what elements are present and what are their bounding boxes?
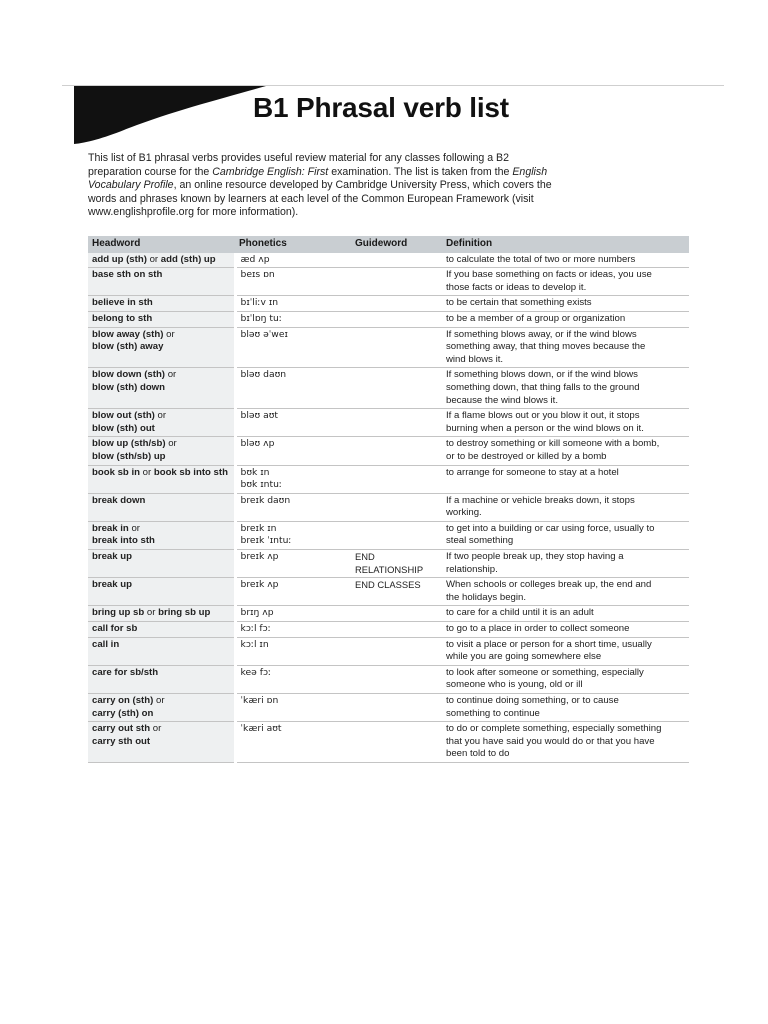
table-row: [88, 465, 689, 493]
guideword-cell: [351, 368, 442, 409]
phonetics-cell: [235, 665, 351, 693]
definition-text: to destroy something or kill someone with a bomb,: [446, 438, 660, 450]
table-row: [88, 694, 689, 722]
table-row: [88, 296, 689, 312]
page-title: B1 Phrasal verb list: [253, 92, 509, 123]
definition-cell: [442, 550, 689, 578]
phonetics-text: breɪk ɪn: [240, 522, 277, 534]
headword-line: [92, 551, 231, 564]
headword-text: call in: [92, 638, 120, 650]
definition-cell: [442, 311, 689, 327]
headword-text: add (sth) up: [160, 253, 216, 265]
definition-text: steal something: [446, 535, 514, 547]
headword-text: blow down (sth): [92, 369, 166, 381]
phonetics-cell: [235, 465, 351, 493]
headword-line: [92, 708, 231, 721]
headword-text: blow up (sth/sb): [92, 438, 166, 450]
definition-text: If two people break up, they stop having a: [446, 551, 624, 563]
table-row: [88, 268, 689, 296]
definition-text: If something blows away, or if the wind blows: [446, 328, 637, 340]
headword-cell: [88, 665, 235, 693]
definition-text: to be certain that something exists: [446, 297, 592, 309]
guideword-cell: [351, 722, 442, 763]
guideword-cell: [351, 521, 442, 549]
headword-text: break up: [92, 551, 132, 563]
headword-cell: [88, 409, 235, 437]
headword-text: blow (sth) out: [92, 422, 155, 434]
headword-text: bring sb up: [158, 607, 211, 619]
phonetics-text: bɪˈliːv ɪn: [240, 297, 279, 309]
phonetics-text: bʊk ɪntuː: [240, 479, 283, 491]
definition-text: to go to a place in order to collect someone: [446, 623, 630, 635]
headword-text: break down: [92, 494, 146, 506]
definition-cell: [442, 493, 689, 521]
guideword-cell: [351, 296, 442, 312]
phonetics-cell: [235, 622, 351, 638]
table-row: [88, 521, 689, 549]
phonetics-cell: [235, 311, 351, 327]
headword-text: book sb in: [92, 466, 140, 478]
headword-text: blow out (sth): [92, 410, 155, 422]
headword-line: [92, 451, 231, 464]
definition-cell: [442, 465, 689, 493]
definition-cell: [442, 722, 689, 763]
guideword-cell: [351, 637, 442, 665]
guideword-cell: [351, 622, 442, 638]
phonetics-text: bʊk ɪn: [240, 466, 270, 478]
guideword-cell: [351, 550, 442, 578]
phonetics-cell: [235, 268, 351, 296]
header-swoosh-graphic: [74, 86, 274, 144]
phonetics-cell: [235, 521, 351, 549]
guideword-cell: [351, 327, 442, 368]
definition-text: working.: [446, 507, 482, 519]
phonetics-text: ˈkæri ɒn: [240, 695, 279, 706]
header-phonetics: Phonetics: [235, 236, 351, 253]
header-guideword: Guideword: [351, 236, 442, 253]
phonetics-text: breɪk ʌp: [240, 579, 279, 591]
phonetics-text: bləʊ daʊn: [240, 369, 287, 381]
headword-line: [92, 313, 231, 326]
definition-text: something to continue: [446, 707, 540, 719]
headword-text: blow (sth) away: [92, 341, 164, 353]
phonetics-cell: [235, 578, 351, 606]
phonetics-text: kɔːl fɔː: [240, 623, 271, 635]
definition-cell: [442, 327, 689, 368]
definition-text: relationship.: [446, 563, 498, 575]
headword-line: [92, 523, 231, 536]
phonetics-text: bləʊ əˈweɪ: [240, 328, 288, 340]
headword-cell: [88, 521, 235, 549]
table-row: [88, 637, 689, 665]
definition-text: been told to do: [446, 748, 510, 760]
definition-text: because the wind blows it.: [446, 394, 558, 406]
guideword-cell: [351, 253, 442, 268]
headword-line: [92, 341, 231, 354]
definition-text: that you have said you would do or that you have: [446, 735, 655, 747]
table-row: [88, 578, 689, 606]
headword-text: blow away (sth): [92, 328, 164, 340]
headword-cell: [88, 253, 235, 268]
headword-text: break in: [92, 522, 129, 534]
table-row: [88, 665, 689, 693]
table-row: [88, 493, 689, 521]
table-body: [88, 253, 689, 763]
definition-text: to care for a child until it is an adult: [446, 607, 594, 619]
headword-cell: [88, 622, 235, 638]
headword-text: break up: [92, 579, 132, 591]
table-row: [88, 311, 689, 327]
definition-text: to continue doing something, or to cause: [446, 695, 619, 706]
definition-text: someone who is young, old or ill: [446, 679, 583, 691]
definition-cell: [442, 368, 689, 409]
headword-or: or: [146, 607, 156, 619]
headword-or: or: [131, 522, 140, 534]
headword-line: [92, 695, 231, 708]
guideword-cell: [351, 268, 442, 296]
headword-text: blow (sth) down: [92, 381, 166, 393]
headword-text: call for sb: [92, 623, 138, 635]
headword-text: care for sb/sth: [92, 666, 159, 678]
table-row: [88, 606, 689, 622]
headword-or: or: [157, 410, 167, 422]
definition-cell: [442, 437, 689, 465]
guideword-cell: [351, 694, 442, 722]
definition-text: wind blows it.: [446, 353, 504, 365]
headword-line: [92, 297, 231, 310]
phonetics-text: ˈkæri aʊt: [240, 723, 282, 735]
intro-paragraph: [88, 152, 558, 220]
headword-line: [92, 495, 231, 508]
phonetics-text: æd ʌp: [240, 253, 270, 265]
table-row: [88, 253, 689, 268]
headword-line: [92, 410, 231, 423]
table-row: [88, 437, 689, 465]
headword-cell: [88, 637, 235, 665]
definition-text: to look after someone or something, especially: [446, 666, 644, 678]
phonetics-text: brɪŋ ʌp: [240, 607, 274, 619]
intro-text-1: This list of B1 phrasal verbs provides useful review material for any classes following a B2 preparation course for the: [88, 152, 509, 178]
headword-line: [92, 329, 231, 342]
headword-text: carry on (sth): [92, 695, 154, 706]
definition-text: burning when a person or the wind blows on it.: [446, 422, 644, 434]
headword-text: carry sth out: [92, 735, 151, 747]
headword-cell: [88, 311, 235, 327]
phonetics-cell: [235, 550, 351, 578]
guideword-text: RELATIONSHIP: [355, 563, 424, 575]
phonetics-cell: [235, 722, 351, 763]
headword-cell: [88, 327, 235, 368]
phonetics-text: keə fɔː: [240, 666, 272, 678]
headword-cell: [88, 550, 235, 578]
definition-cell: [442, 409, 689, 437]
guideword-cell: [351, 437, 442, 465]
phonetics-cell: [235, 368, 351, 409]
phonetics-text: beɪs ɒn: [240, 269, 275, 281]
definition-cell: [442, 622, 689, 638]
headword-cell: [88, 437, 235, 465]
phonetics-cell: [235, 694, 351, 722]
header-definition: Definition: [442, 236, 689, 253]
phonetics-text: kɔːl ɪn: [240, 638, 269, 650]
headword-or: or: [167, 369, 177, 381]
definition-text: while you are going somewhere else: [446, 651, 602, 663]
headword-cell: [88, 368, 235, 409]
table-row: [88, 722, 689, 763]
guideword-text: END: [355, 551, 375, 563]
definition-text: something down, that thing falls to the ground: [446, 381, 640, 393]
headword-cell: [88, 493, 235, 521]
phonetics-text: bləʊ aʊt: [240, 410, 279, 422]
definition-cell: [442, 296, 689, 312]
phonetics-text: bləʊ ʌp: [240, 438, 275, 450]
phonetics-text: bɪˈlɒŋ tuː: [240, 312, 282, 324]
definition-text: If a flame blows out or you blow it out, it stops: [446, 410, 640, 422]
headword-line: [92, 623, 231, 636]
headword-cell: [88, 465, 235, 493]
definition-cell: [442, 268, 689, 296]
guideword-cell: [351, 465, 442, 493]
headword-text: carry (sth) on: [92, 707, 154, 719]
phonetics-text: breɪk ˈɪntuː: [240, 535, 292, 547]
definition-text: or to be destroyed or killed by a bomb: [446, 450, 607, 462]
headword-line: [92, 269, 231, 282]
definition-text: something away, that thing moves because the: [446, 341, 646, 353]
definition-text: to calculate the total of two or more numbers: [446, 253, 636, 265]
guideword-cell: [351, 606, 442, 622]
guideword-cell: [351, 311, 442, 327]
headword-line: [92, 736, 231, 749]
table-row: [88, 327, 689, 368]
headword-cell: [88, 268, 235, 296]
definition-text: When schools or colleges break up, the end and: [446, 579, 652, 591]
headword-line: [92, 579, 231, 592]
headword-line: [92, 438, 231, 451]
headword-text: bring up sb: [92, 607, 145, 619]
headword-line: [92, 667, 231, 680]
table-row: [88, 622, 689, 638]
headword-line: [92, 723, 231, 736]
definition-text: the holidays begin.: [446, 591, 527, 603]
headword-line: [92, 369, 231, 382]
definition-text: If something blows down, or if the wind blows: [446, 369, 638, 381]
definition-text: to be a member of a group or organization: [446, 312, 626, 324]
table-row: [88, 409, 689, 437]
definition-text: to visit a place or person for a short time, usually: [446, 638, 652, 650]
definition-cell: [442, 253, 689, 268]
phonetics-cell: [235, 296, 351, 312]
phonetics-cell: [235, 327, 351, 368]
header-headword: Headword: [88, 236, 235, 253]
headword-text: belong to sth: [92, 312, 153, 324]
headword-text: break into sth: [92, 535, 155, 547]
guideword-cell: [351, 578, 442, 606]
headword-or: or: [155, 695, 165, 706]
headword-cell: [88, 606, 235, 622]
definition-text: If you base something on facts or ideas, you use: [446, 269, 652, 281]
guideword-cell: [351, 409, 442, 437]
phonetics-cell: [235, 409, 351, 437]
definition-text: those facts or ideas to develop it.: [446, 281, 587, 293]
definition-cell: [442, 694, 689, 722]
headword-line: [92, 423, 231, 436]
headword-or: or: [168, 438, 177, 450]
definition-text: If a machine or vehicle breaks down, it stops: [446, 494, 635, 506]
intro-text-3: , an online resource developed by Cambridge University Press, which covers the words and phrases known by learners at each level of the Common European Framework (visit www.englishprofile.org for more information).: [88, 179, 552, 219]
table-row: [88, 550, 689, 578]
headword-text: base sth on sth: [92, 269, 163, 281]
table-header-row: [88, 236, 689, 253]
phrasal-verb-table: [88, 236, 689, 763]
headword-cell: [88, 296, 235, 312]
guideword-text: END CLASSES: [355, 579, 421, 591]
guideword-cell: [351, 493, 442, 521]
phonetics-cell: [235, 437, 351, 465]
headword-text: carry out sth: [92, 723, 151, 735]
headword-or: or: [166, 328, 175, 340]
definition-cell: [442, 665, 689, 693]
phonetics-cell: [235, 606, 351, 622]
phonetics-cell: [235, 637, 351, 665]
definition-text: to get into a building or car using force, usually to: [446, 522, 655, 534]
intro-text-2: examination. The list is taken from the: [328, 165, 513, 178]
definition-cell: [442, 578, 689, 606]
definition-text: to arrange for someone to stay at a hotel: [446, 466, 619, 478]
table-row: [88, 368, 689, 409]
definition-cell: [442, 521, 689, 549]
phonetics-text: breɪk daʊn: [240, 494, 291, 506]
definition-cell: [442, 637, 689, 665]
intro-emphasis-1: Cambridge English: First: [212, 165, 329, 178]
headword-line: [92, 382, 231, 395]
headword-cell: [88, 694, 235, 722]
definition-cell: [442, 606, 689, 622]
headword-line: [92, 639, 231, 652]
phonetics-cell: [235, 253, 351, 268]
headword-text: blow (sth/sb) up: [92, 450, 166, 462]
phonetics-text: breɪk ʌp: [240, 551, 279, 563]
headword-or: or: [152, 723, 162, 735]
headword-or: or: [142, 466, 152, 478]
intro-emphasis-2: English Vocabulary Profile: [88, 165, 548, 192]
headword-or: or: [149, 253, 159, 265]
headword-text: add up (sth): [92, 253, 147, 265]
phonetics-cell: [235, 493, 351, 521]
headword-text: book sb into sth: [153, 466, 228, 478]
headword-text: believe in sth: [92, 297, 153, 309]
headword-cell: [88, 578, 235, 606]
headword-line: [92, 535, 231, 548]
guideword-cell: [351, 665, 442, 693]
definition-text: to do or complete something, especially something: [446, 723, 662, 735]
headword-cell: [88, 722, 235, 763]
